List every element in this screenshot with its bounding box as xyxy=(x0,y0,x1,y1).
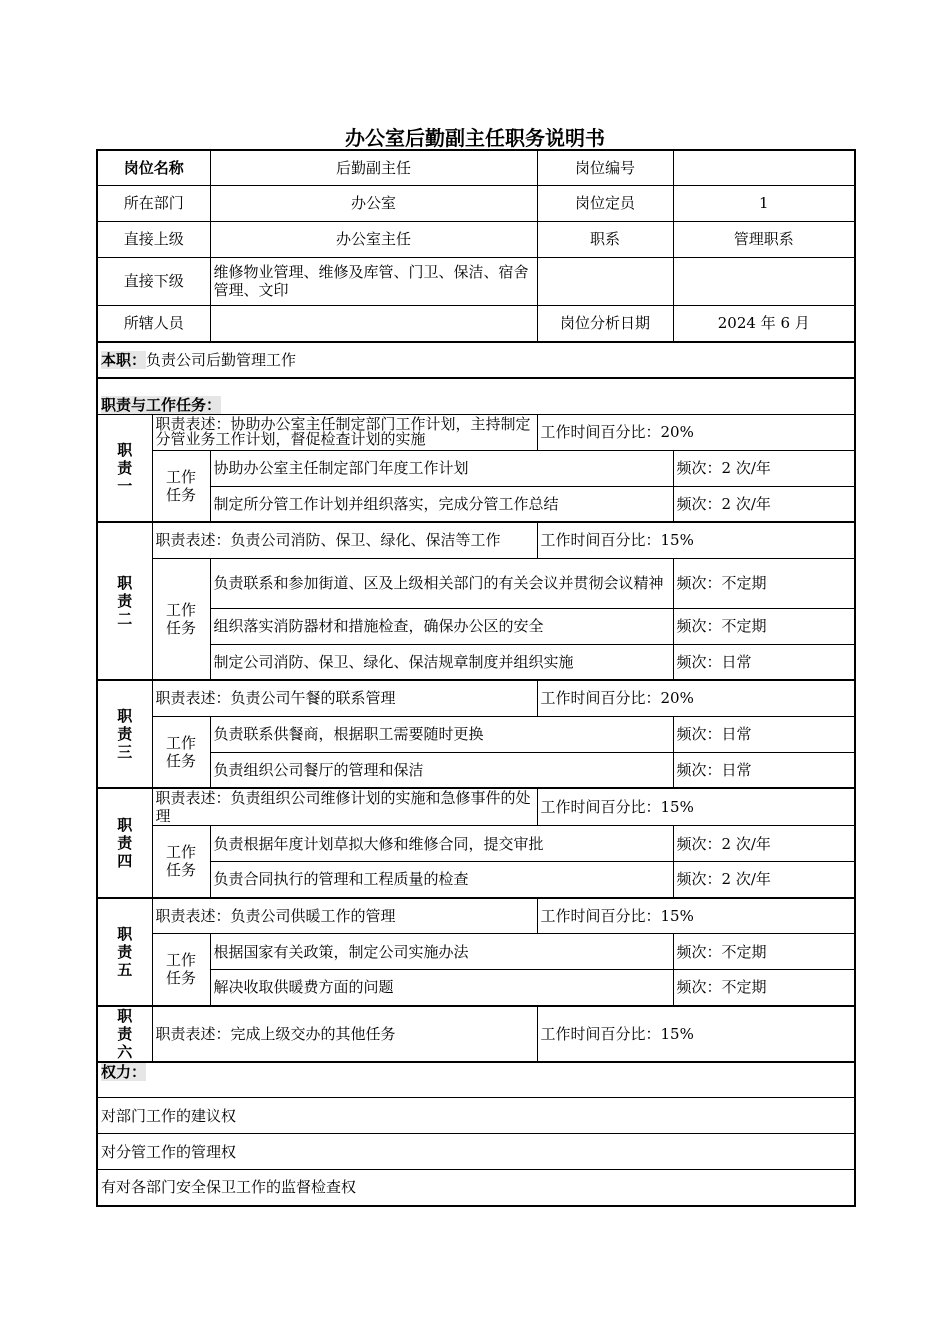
task-row xyxy=(97,826,855,862)
basic-row xyxy=(97,305,855,342)
value-superior: 办公室主任 xyxy=(210,221,537,257)
duty-pct-2: 工作时间百分比：15% xyxy=(537,522,855,558)
blank-cell xyxy=(537,257,673,305)
basic-row xyxy=(97,185,855,221)
duty-name-4: 职 责 四 xyxy=(97,788,152,898)
power-row xyxy=(97,1170,855,1206)
power-row xyxy=(97,1134,855,1170)
powers-header-row xyxy=(97,1062,855,1098)
blank-cell xyxy=(673,257,855,305)
value-position-name: 后勤副主任 xyxy=(210,150,537,185)
power-item: 对分管工作的管理权 xyxy=(97,1134,855,1170)
task-row xyxy=(97,558,855,608)
task-label: 工作 任务 xyxy=(152,558,210,680)
task-text: 制定所分管工作计划并组织落实，完成分管工作总结 xyxy=(210,486,673,522)
task-text: 协助办公室主任制定部门年度工作计划 xyxy=(210,450,673,486)
task-freq: 频次：日常 xyxy=(673,716,855,752)
task-row xyxy=(97,486,855,522)
task-text: 制定公司消防、保卫、绿化、保洁规章制度并组织实施 xyxy=(210,644,673,680)
duty-desc-5: 职责表述：负责公司供暖工作的管理 xyxy=(152,898,537,934)
duty-desc-2: 职责表述：负责公司消防、保卫、绿化、保洁等工作 xyxy=(152,522,537,558)
duty-row xyxy=(97,680,855,716)
duty-row xyxy=(97,522,855,558)
power-item: 对部门工作的建议权 xyxy=(97,1098,855,1134)
value-position-code xyxy=(673,150,855,185)
task-text: 负责合同执行的管理和工程质量的检查 xyxy=(210,862,673,898)
value-analysis-date: 2024 年 6 月 xyxy=(673,305,855,342)
basic-row xyxy=(97,257,855,305)
value-staff xyxy=(210,305,537,342)
summary-label: 本职： xyxy=(101,351,147,369)
power-row xyxy=(97,1098,855,1134)
label-headcount: 岗位定员 xyxy=(537,185,673,221)
task-freq: 频次：不定期 xyxy=(673,970,855,1006)
task-row xyxy=(97,934,855,970)
label-analysis-date: 岗位分析日期 xyxy=(537,305,673,342)
powers-header: 权力： xyxy=(101,1062,147,1081)
duty-row xyxy=(97,788,855,826)
duty-desc-6: 职责表述：完成上级交办的其他任务 xyxy=(152,1006,537,1062)
value-department: 办公室 xyxy=(210,185,537,221)
duty-desc-4: 职责表述：负责组织公司维修计划的实施和急修事件的处理 xyxy=(152,788,537,826)
duty-name-2: 职 责 二 xyxy=(97,522,152,680)
duty-desc-3: 职责表述：负责公司午餐的联系管理 xyxy=(152,680,537,716)
duty-pct-1: 工作时间百分比：20% xyxy=(537,414,855,450)
summary-text: 负责公司后勤管理工作 xyxy=(146,351,297,369)
task-text: 负责根据年度计划草拟大修和维修合同，提交审批 xyxy=(210,826,673,862)
label-department: 所在部门 xyxy=(97,185,210,221)
document-title: 办公室后勤副主任职务说明书 xyxy=(345,126,605,150)
task-row xyxy=(97,716,855,752)
task-freq: 频次：不定期 xyxy=(673,934,855,970)
duty-row xyxy=(97,1006,855,1062)
basic-row xyxy=(97,221,855,257)
task-row xyxy=(97,752,855,788)
task-text: 根据国家有关政策，制定公司实施办法 xyxy=(210,934,673,970)
label-position-code: 岗位编号 xyxy=(537,150,673,185)
task-row xyxy=(97,970,855,1006)
task-text: 负责联系供餐商，根据职工需要随时更换 xyxy=(210,716,673,752)
powers-header-cell xyxy=(97,1062,855,1098)
task-freq: 频次：2 次/年 xyxy=(673,486,855,522)
task-row xyxy=(97,644,855,680)
duties-header: 职责与工作任务： xyxy=(101,395,222,414)
duty-desc-1: 职责表述：协助办公室主任制定部门工作计划，主持制定分管业务工作计划，督促检查计划的实施 xyxy=(152,414,537,450)
label-superior: 直接上级 xyxy=(97,221,210,257)
label-staff: 所辖人员 xyxy=(97,305,210,342)
task-label: 工作 任务 xyxy=(152,450,210,522)
duty-name-6: 职 责 六 xyxy=(97,1006,152,1062)
task-freq: 频次：2 次/年 xyxy=(673,862,855,898)
duty-pct-3: 工作时间百分比：20% xyxy=(537,680,855,716)
duties-header-cell xyxy=(97,378,855,414)
task-row xyxy=(97,608,855,644)
task-freq: 频次：日常 xyxy=(673,752,855,788)
task-label: 工作 任务 xyxy=(152,934,210,1006)
duty-row xyxy=(97,898,855,934)
label-job-family: 职系 xyxy=(537,221,673,257)
task-row xyxy=(97,450,855,486)
duty-name-5: 职 责 五 xyxy=(97,898,152,1006)
task-text: 负责联系和参加街道、区及上级相关部门的有关会议并贯彻会议精神 xyxy=(210,558,673,608)
summary-cell xyxy=(97,342,855,378)
duty-pct-6: 工作时间百分比：15% xyxy=(537,1006,855,1062)
duty-name-1: 职 责 一 xyxy=(97,414,152,522)
task-text: 组织落实消防器材和措施检查，确保办公区的安全 xyxy=(210,608,673,644)
duty-name-3: 职 责 三 xyxy=(97,680,152,788)
task-label: 工作 任务 xyxy=(152,716,210,788)
task-freq: 频次：2 次/年 xyxy=(673,826,855,862)
power-item: 有对各部门安全保卫工作的监督检查权 xyxy=(97,1170,855,1206)
duty-pct-5: 工作时间百分比：15% xyxy=(537,898,855,934)
duty-pct-4: 工作时间百分比：15% xyxy=(537,788,855,826)
label-subordinates: 直接下级 xyxy=(97,257,210,305)
duty-row xyxy=(97,414,855,450)
basic-row xyxy=(97,150,855,185)
summary-row xyxy=(97,342,855,378)
value-subordinates: 维修物业管理、维修及库管、门卫、保洁、宿舍管理、文印 xyxy=(210,257,537,305)
task-freq: 频次：2 次/年 xyxy=(673,450,855,486)
task-freq: 频次：不定期 xyxy=(673,558,855,608)
task-text: 负责组织公司餐厅的管理和保洁 xyxy=(210,752,673,788)
value-headcount: 1 xyxy=(673,185,855,221)
task-freq: 频次：不定期 xyxy=(673,608,855,644)
label-position-name: 岗位名称 xyxy=(97,150,210,185)
task-text: 解决收取供暖费方面的问题 xyxy=(210,970,673,1006)
task-row xyxy=(97,862,855,898)
duties-header-row xyxy=(97,378,855,414)
task-freq: 频次：日常 xyxy=(673,644,855,680)
value-job-family: 管理职系 xyxy=(673,221,855,257)
task-label: 工作 任务 xyxy=(152,826,210,898)
job-description-table xyxy=(96,149,856,1207)
